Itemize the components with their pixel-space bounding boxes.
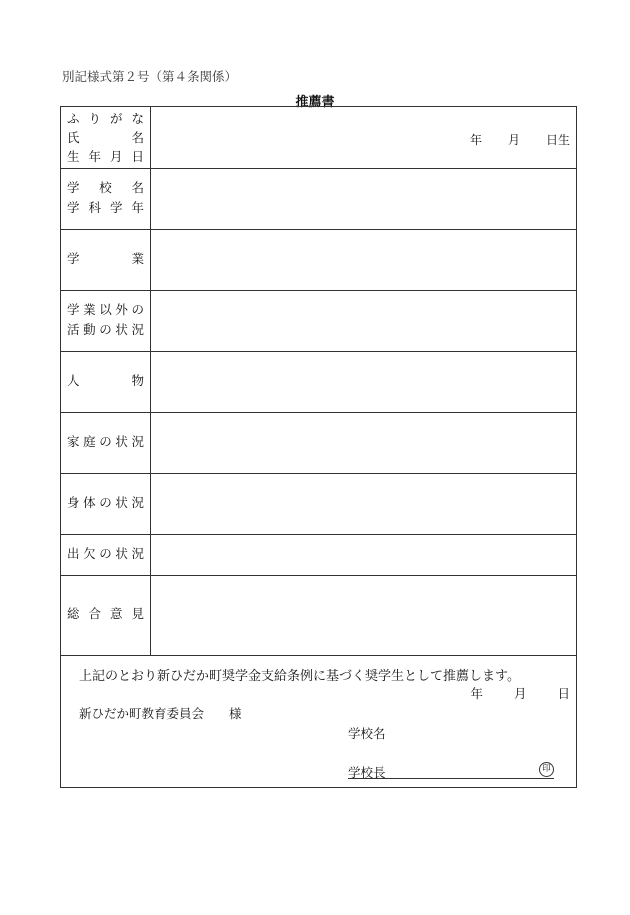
declaration-area	[61, 655, 576, 787]
name-field[interactable]	[151, 107, 576, 168]
principal-signature-line[interactable]	[348, 763, 554, 779]
label-birthdate: 生 年 月 日	[67, 149, 144, 164]
row-name	[61, 107, 576, 169]
label-attendance: 出 欠 の 状 況	[61, 534, 151, 575]
label-name	[61, 107, 151, 168]
label-character: 人 物	[61, 351, 151, 412]
addressee: 新ひだか町教育委員会 様	[79, 706, 242, 721]
row-character	[61, 351, 576, 413]
label-shimei: 氏 名	[67, 130, 144, 145]
school-name-label: 学校名	[348, 726, 386, 741]
family-field[interactable]	[151, 412, 576, 473]
activities-field[interactable]	[151, 290, 576, 351]
label-overall: 総 合 意 見	[61, 575, 151, 655]
principal-label: 学校長	[348, 765, 386, 780]
overall-field[interactable]	[151, 575, 576, 655]
academics-field[interactable]	[151, 229, 576, 290]
row-school	[61, 168, 576, 230]
attendance-field[interactable]	[151, 534, 576, 575]
seal-icon: 印	[539, 762, 554, 777]
row-attendance	[61, 534, 576, 576]
form-number: 別記様式第２号（第４条関係）	[62, 69, 238, 84]
document-title: 推薦書	[295, 95, 335, 110]
label-activities: 学 業 以 外 の 活 動 の 状 況	[61, 290, 151, 351]
row-family	[61, 412, 576, 474]
character-field[interactable]	[151, 351, 576, 412]
school-field[interactable]	[151, 168, 576, 229]
row-academics	[61, 229, 576, 291]
label-family: 家 庭 の 状 況	[61, 412, 151, 473]
row-health	[61, 473, 576, 535]
row-activities	[61, 290, 576, 352]
label-furigana: ふ り が な	[67, 111, 144, 126]
row-overall	[61, 575, 576, 656]
declaration-date: 年 月 日	[470, 686, 570, 701]
label-school: 学 校 名 学 科 学 年	[61, 168, 151, 229]
recommendation-statement: 上記のとおり新ひだか町奨学金支給条例に基づく奨学生として推薦します。	[79, 669, 520, 684]
label-academics: 学 業	[61, 229, 151, 290]
birth-date-field: 年 月 日生	[469, 133, 570, 147]
health-field[interactable]	[151, 473, 576, 534]
recommendation-form	[60, 106, 577, 788]
label-health: 身 体 の 状 況	[61, 473, 151, 534]
